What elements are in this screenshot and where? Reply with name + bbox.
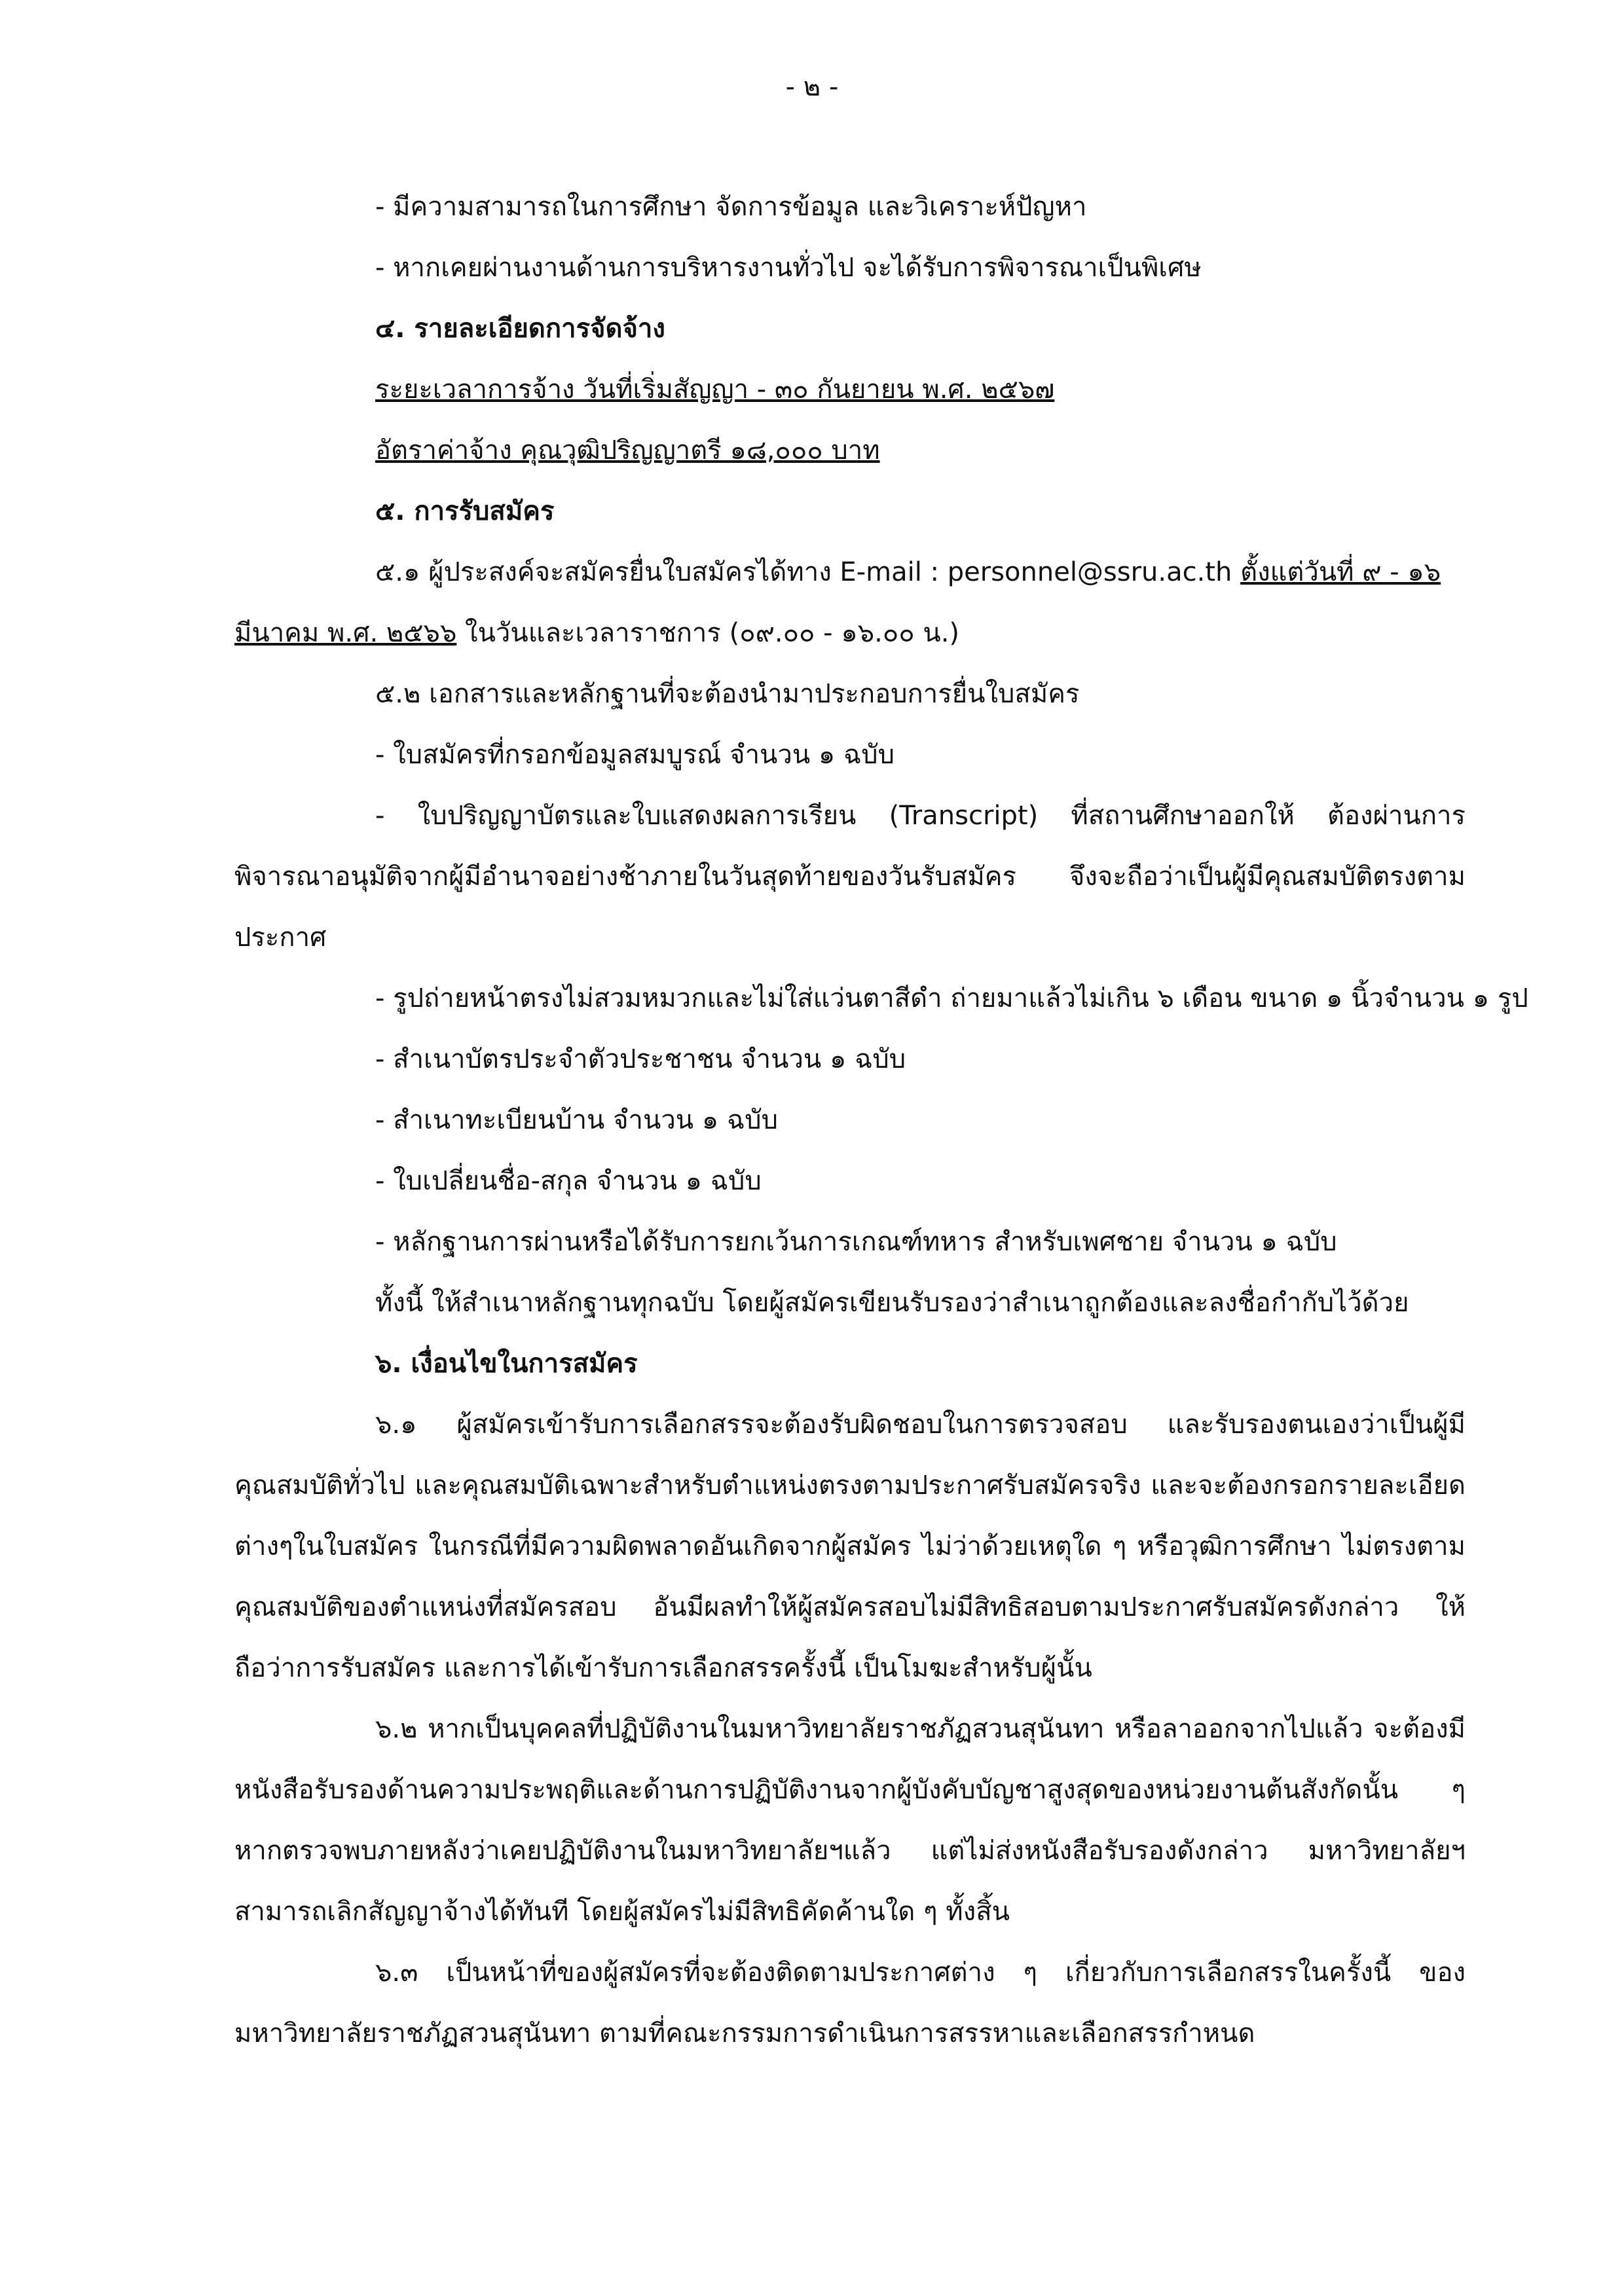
- document-item-4: - สำเนาบัตรประจำตัวประชาชน จำนวน ๑ ฉบับ: [375, 1044, 906, 1074]
- wage-rate-text: อัตราค่าจ้าง คุณวุฒิปริญญาตรี ๑๘,๐๐๐ บาท: [375, 435, 880, 465]
- section5-heading: ๕. การรับสมัคร: [375, 496, 555, 526]
- employment-period: [234, 359, 1466, 420]
- paragraph-6-3-text: ๖.๓ เป็นหน้าที่ของผู้สมัครที่จะต้องติดตามประกาศต่าง ๆ เกี่ยวกับการเลือกสรรในครั้งนี้ ของมหาวิทยาลัยราชภัฏสวนสุนันทา ตามที่คณะกรรมการดำเนินการสรรหาและเลือกสรรกำหนด: [234, 1958, 1466, 2049]
- paragraph-6-1-text: ๖.๑ ผู้สมัครเข้ารับการเลือกสรรจะต้องรับผิดชอบในการตรวจสอบ และรับรองตนเองว่าเป็นผู้มีคุณสมบัติทั่วไป และคุณสมบัติเฉพาะสำหรับตำแหน่งตรงตามประกาศรับสมัครจริง และจะต้องกรอกรายละเอียดต่างๆในใบสมัคร ในกรณีที่มีความผิดพลาดอันเกิดจากผู้สมัคร ไม่ว่าด้วยเหตุใด ๆ หรือวุฒิการศึกษา ไม่ตรงตามคุณสมบัติของตำแหน่งที่สมัครสอบ อันมีผลทำให้ผู้สมัครสอบไม่มีสิทธิสอบตามประกาศรับสมัครดังกล่าว ให้ถือว่าการรับสมัคร และการได้เข้ารับการเลือกสรรครั้งนี้ เป็นโมฆะสำหรับผู้นั้น: [234, 1410, 1466, 1683]
- paragraph-5-2: ๕.๒ เอกสารและหลักฐานที่จะต้องนำมาประกอบการยื่นใบสมัคร: [375, 679, 1080, 709]
- paragraph-6-3: [234, 1942, 1466, 2064]
- qualification-line-1: - มีความสามารถในการศึกษา จัดการข้อมูล และวิเคราะห์ปัญหา: [375, 192, 1087, 222]
- document-item-1: - ใบสมัครที่กรอกข้อมูลสมบูรณ์ จำนวน ๑ ฉบับ: [375, 740, 895, 770]
- section4-heading: ๔. รายละเอียดการจัดจ้าง: [375, 314, 665, 344]
- paragraph-5-1-line-2: [234, 603, 1466, 664]
- copy-certification-note: ทั้งนี้ ให้สำเนาหลักฐานทุกฉบับ โดยผู้สมัครเขียนรับรองว่าสำเนาถูกต้องและลงชื่อกำกับไว้ด้วย: [375, 1288, 1409, 1318]
- document-item-6: - ใบเปลี่ยนชื่อ-สกุล จำนวน ๑ ฉบับ: [375, 1166, 762, 1196]
- document-item-3: - รูปถ่ายหน้าตรงไม่สวมหมวกและไม่ใส่แว่นตาสีดำ ถ่ายมาแล้วไม่เกิน ๖ เดือน ขนาด ๑ นิ้วจำนวน ๑ รูป: [375, 983, 1528, 1013]
- section6-heading: ๖. เงื่อนไขในการสมัคร: [375, 1349, 638, 1379]
- paragraph-5-1-line-1: [234, 542, 1466, 603]
- paragraph-5-1-suffix: ในวันและเวลาราชการ (๐๙.๐๐ - ๑๖.๐๐ น.): [456, 618, 960, 648]
- document-item-2-text: - ใบปริญญาบัตรและใบแสดงผลการเรียน (Transcript) ที่สถานศึกษาออกให้ ต้องผ่านการพิจารณาอนุมัติจากผู้มีอำนาจอย่างช้าภายในวันสุดท้ายของวันรับสมัคร จึงจะถือว่าเป็นผู้มีคุณสมบัติตรงตามประกาศ: [234, 801, 1466, 953]
- document-item-5: - สำเนาทะเบียนบ้าน จำนวน ๑ ฉบับ: [375, 1105, 778, 1135]
- paragraph-6-1: [234, 1394, 1466, 1699]
- paragraph-6-2: [234, 1699, 1466, 1942]
- qualification-line-2: - หากเคยผ่านงานด้านการบริหารงานทั่วไป จะได้รับการพิจารณาเป็นพิเศษ: [375, 253, 1202, 283]
- wage-rate: [234, 420, 1466, 481]
- page-number: - ๒ -: [785, 72, 839, 102]
- paragraph-5-1-prefix: ๕.๑ ผู้ประสงค์จะสมัครยื่นใบสมัครได้ทาง E-mail : personnel@ssru.ac.th: [375, 557, 1241, 587]
- paragraph-6-2-text: ๖.๒ หากเป็นบุคคลที่ปฏิบัติงานในมหาวิทยาลัยราชภัฏสวนสุนันทา หรือลาออกจากไปแล้ว จะต้องมีหนังสือรับรองด้านความประพฤติและด้านการปฏิบัติงานจากผู้บังคับบัญชาสูงสุดของหน่วยงานต้นสังกัดนั้น ๆ หากตรวจพบภายหลังว่าเคยปฏิบัติงานในมหาวิทยาลัยฯแล้ว แต่ไม่ส่งหนังสือรับรองดังกล่าว มหาวิทยาลัยฯ สามารถเลิกสัญญาจ้างได้ทันที โดยผู้สมัครไม่มีสิทธิคัดค้านใด ๆ ทั้งสิ้น: [234, 1714, 1466, 1927]
- document-body: [234, 177, 1528, 2064]
- application-date-start: ตั้งแต่วันที่ ๙ - ๑๖: [1240, 557, 1441, 587]
- document-item-7: - หลักฐานการผ่านหรือได้รับการยกเว้นการเกณฑ์ทหาร สำหรับเพศชาย จำนวน ๑ ฉบับ: [375, 1227, 1337, 1257]
- application-date-end: มีนาคม พ.ศ. ๒๕๖๖: [234, 618, 457, 648]
- document-item-2: [234, 786, 1466, 968]
- employment-period-text: ระยะเวลาการจ้าง วันที่เริ่มสัญญา - ๓๐ กันยายน พ.ศ. ๒๕๖๗: [375, 374, 1055, 405]
